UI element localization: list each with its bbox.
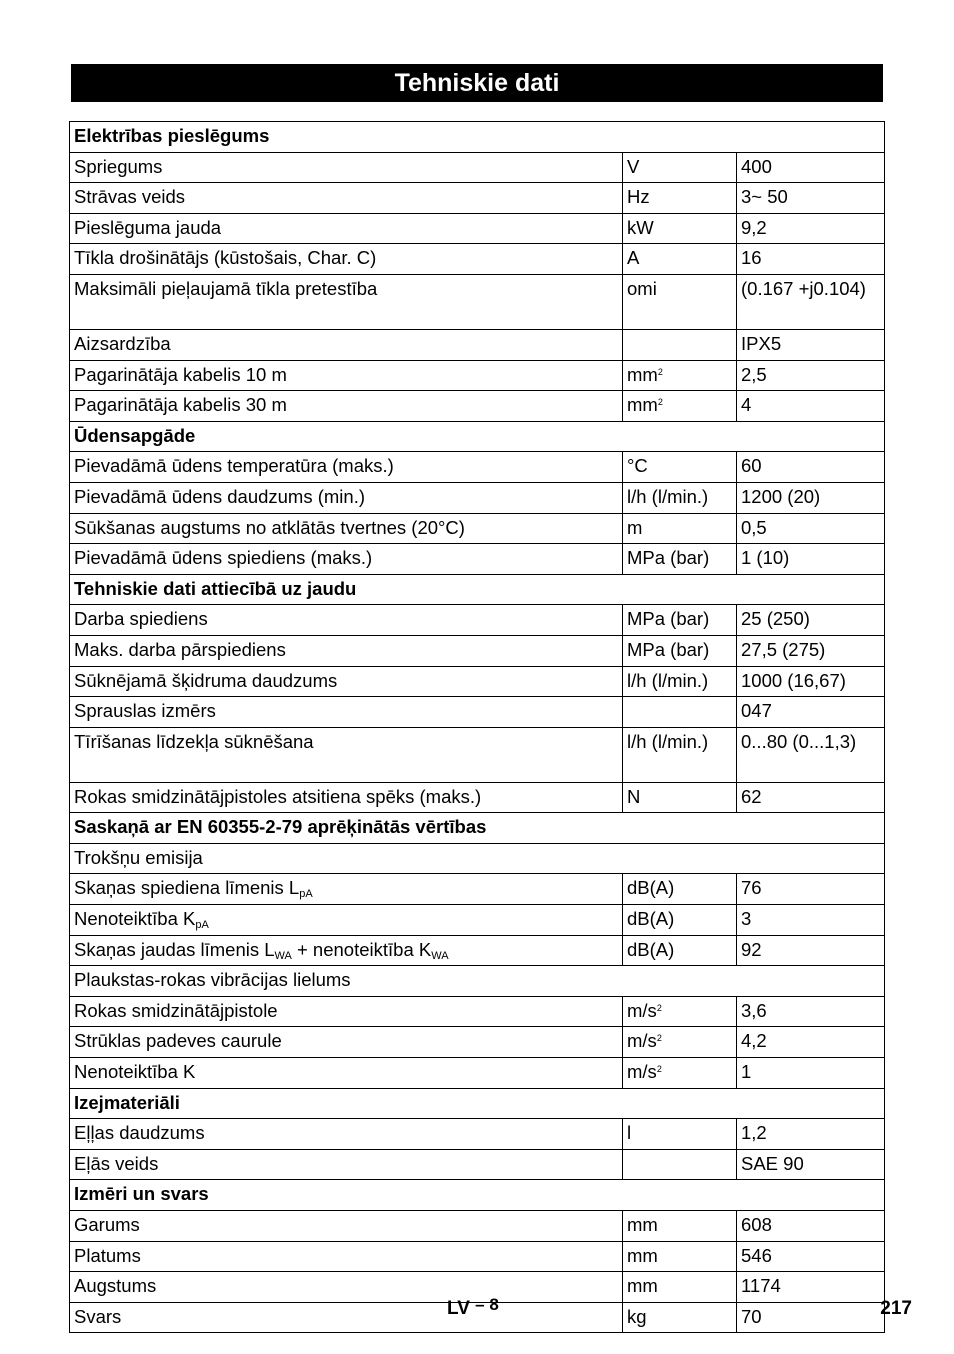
spec-label: Spriegums <box>70 152 623 183</box>
table-row <box>70 1058 885 1089</box>
spec-label: Aizsardzība <box>70 329 623 360</box>
spec-label: Pieslēguma jauda <box>70 213 623 244</box>
table-row <box>70 391 885 422</box>
spec-unit <box>623 874 737 905</box>
spec-label: Maks. darba pārspiediens <box>70 635 623 666</box>
spec-unit <box>623 213 737 244</box>
unit-text: mm <box>627 363 658 385</box>
spec-unit <box>623 152 737 183</box>
spec-value: 1,2 <box>737 1119 885 1150</box>
unit-text: dB(A) <box>627 938 675 960</box>
spec-unit <box>623 274 737 329</box>
table-row <box>70 513 885 544</box>
spec-value: 4,2 <box>737 1027 885 1058</box>
spec-unit <box>623 183 737 214</box>
spec-value: 76 <box>737 874 885 905</box>
spec-unit <box>623 1272 737 1303</box>
table-row <box>70 905 885 936</box>
spec-value: 3 <box>737 905 885 936</box>
footer-language-page <box>447 1295 499 1320</box>
spec-value: SAE 90 <box>737 1149 885 1180</box>
footer-language: LV <box>447 1298 470 1319</box>
spec-value: (0.167 +j0.104) <box>737 274 885 329</box>
label-text: Skaņas jaudas līmenis L <box>74 938 275 960</box>
unit-text: dB(A) <box>627 908 675 930</box>
spec-label: Svars <box>70 1302 623 1333</box>
unit-text: mm <box>627 1244 658 1266</box>
unit-superscript: 2 <box>657 366 663 377</box>
spec-label: Sūknējamā šķidruma daudzums <box>70 666 623 697</box>
spec-value: 1000 (16,67) <box>737 666 885 697</box>
spec-unit <box>623 544 737 575</box>
spec-unit <box>623 1119 737 1150</box>
spec-value: 1 (10) <box>737 544 885 575</box>
section-row <box>70 122 885 153</box>
unit-superscript: 2 <box>656 1064 662 1075</box>
label-text: + nenoteiktība K <box>291 938 432 960</box>
spec-value: 27,5 (275) <box>737 635 885 666</box>
section-heading: Izmēri un svars <box>70 1180 885 1211</box>
label-subscript: pA <box>195 919 209 932</box>
spec-unit <box>623 1211 737 1242</box>
spec-unit <box>623 482 737 513</box>
spec-label: Tīrīšanas līdzekļa sūknēšana <box>70 727 623 782</box>
spec-unit <box>623 360 737 391</box>
section-heading: Saskaņā ar EN 60355-2-79 aprēķinātās vērtības <box>70 813 885 844</box>
table-row <box>70 183 885 214</box>
table-row <box>70 635 885 666</box>
table-row <box>70 605 885 636</box>
spec-value: 4 <box>737 391 885 422</box>
spec-label: Nenoteiktība K <box>70 1058 623 1089</box>
table-row <box>70 935 885 966</box>
spec-value: 0,5 <box>737 513 885 544</box>
table-row <box>70 482 885 513</box>
page-title: Tehniskie dati <box>71 64 883 102</box>
table-row <box>70 1027 885 1058</box>
subheading: Trokšņu emisija <box>70 843 885 874</box>
unit-text: l/h (l/min.) <box>627 730 709 752</box>
unit-text: l/h (l/min.) <box>627 669 709 691</box>
table-row <box>70 244 885 275</box>
table-row <box>70 152 885 183</box>
unit-superscript: 2 <box>656 1002 662 1013</box>
table-row <box>70 544 885 575</box>
spec-label: Maksimāli pieļaujamā tīkla pretestība <box>70 274 623 329</box>
spec-label: Tīkla drošinātājs (kūstošais, Char. C) <box>70 244 623 275</box>
spec-unit <box>623 513 737 544</box>
spec-label <box>70 905 623 936</box>
spec-unit <box>623 666 737 697</box>
label-text: Skaņas spiediena līmenis L <box>74 877 300 899</box>
unit-text: l/h (l/min.) <box>627 485 709 507</box>
table-row <box>70 782 885 813</box>
spec-unit <box>623 635 737 666</box>
subheading-row <box>70 966 885 997</box>
section-row <box>70 574 885 605</box>
unit-text: N <box>627 785 641 807</box>
unit-text: mm <box>627 1275 658 1297</box>
unit-text: l <box>627 1122 632 1144</box>
label-subscript: pA <box>299 888 313 901</box>
spec-unit <box>623 244 737 275</box>
table-row <box>70 874 885 905</box>
specifications-table <box>69 121 885 1333</box>
spec-value: 60 <box>737 452 885 483</box>
table-row <box>70 1241 885 1272</box>
spec-label: Eļās veids <box>70 1149 623 1180</box>
table-row <box>70 452 885 483</box>
spec-unit <box>623 329 737 360</box>
spec-value: 546 <box>737 1241 885 1272</box>
spec-label <box>70 935 623 966</box>
section-heading: Elektrības pieslēgums <box>70 122 885 153</box>
unit-text: m/s <box>627 1030 657 1052</box>
spec-value: 0...80 (0...1,3) <box>737 727 885 782</box>
spec-value: 608 <box>737 1211 885 1242</box>
spec-unit <box>623 452 737 483</box>
spec-label: Pievadāmā ūdens daudzums (min.) <box>70 482 623 513</box>
section-row <box>70 1088 885 1119</box>
label-subscript: WA <box>274 949 292 962</box>
spec-value: 9,2 <box>737 213 885 244</box>
unit-text: MPa (bar) <box>627 608 710 630</box>
spec-value: 16 <box>737 244 885 275</box>
subheading: Plaukstas-rokas vibrācijas lielums <box>70 966 885 997</box>
table-row <box>70 360 885 391</box>
spec-label: Platums <box>70 1241 623 1272</box>
spec-label: Sprauslas izmērs <box>70 697 623 728</box>
spec-value: 1200 (20) <box>737 482 885 513</box>
spec-unit <box>623 935 737 966</box>
unit-text: m/s <box>627 999 657 1021</box>
spec-unit <box>623 697 737 728</box>
label-text: Nenoteiktība K <box>74 908 196 930</box>
subheading-row <box>70 843 885 874</box>
spec-label: Pievadāmā ūdens temperatūra (maks.) <box>70 452 623 483</box>
footer-page-number: 217 <box>880 1298 912 1319</box>
table-row <box>70 666 885 697</box>
table-row <box>70 329 885 360</box>
unit-text: mm <box>627 1214 658 1235</box>
spec-label: Strāvas veids <box>70 183 623 214</box>
spec-unit <box>623 1149 737 1180</box>
spec-label: Eļļas daudzums <box>70 1119 623 1150</box>
section-row <box>70 813 885 844</box>
unit-text: °C <box>627 455 648 477</box>
spec-value: IPX5 <box>737 329 885 360</box>
unit-text: m/s <box>627 1061 657 1083</box>
unit-text: MPa (bar) <box>627 547 710 569</box>
spec-label: Sūkšanas augstums no atklātās tvertnes (20°C) <box>70 513 623 544</box>
unit-text: kW <box>627 216 654 238</box>
spec-label: Augstums <box>70 1272 623 1303</box>
unit-text: m <box>627 516 643 538</box>
table-row <box>70 727 885 782</box>
spec-unit <box>623 727 737 782</box>
spec-unit <box>623 1241 737 1272</box>
unit-text: A <box>627 247 640 269</box>
spec-unit <box>623 1302 737 1333</box>
table-row <box>70 1149 885 1180</box>
unit-text: mm <box>627 394 658 416</box>
table-row <box>70 1211 885 1242</box>
unit-superscript: 2 <box>656 1033 662 1044</box>
spec-label: Pagarinātāja kabelis 30 m <box>70 391 623 422</box>
label-subscript: WA <box>431 949 449 962</box>
spec-unit <box>623 905 737 936</box>
footer-section-page: – 8 <box>475 1295 499 1314</box>
spec-value: 1 <box>737 1058 885 1089</box>
section-heading: Izejmateriāli <box>70 1088 885 1119</box>
section-heading: Ūdensapgāde <box>70 421 885 452</box>
spec-value: 62 <box>737 782 885 813</box>
section-heading: Tehniskie dati attiecībā uz jaudu <box>70 574 885 605</box>
spec-label <box>70 874 623 905</box>
spec-value: 1174 <box>737 1272 885 1303</box>
spec-value: 3,6 <box>737 996 885 1027</box>
unit-text: dB(A) <box>627 877 675 899</box>
table-row <box>70 697 885 728</box>
unit-text: V <box>627 155 640 177</box>
spec-label: Garums <box>70 1211 623 1242</box>
spec-unit <box>623 1027 737 1058</box>
spec-label: Strūklas padeves caurule <box>70 1027 623 1058</box>
spec-unit <box>623 996 737 1027</box>
unit-text: omi <box>627 277 657 299</box>
spec-value: 70 <box>737 1302 885 1333</box>
section-row <box>70 1180 885 1211</box>
table-row <box>70 274 885 329</box>
spec-value: 25 (250) <box>737 605 885 636</box>
spec-label: Rokas smidzinātājpistoles atsitiena spēks (maks.) <box>70 782 623 813</box>
spec-value: 2,5 <box>737 360 885 391</box>
spec-label: Rokas smidzinātājpistole <box>70 996 623 1027</box>
spec-value: 92 <box>737 935 885 966</box>
table-row <box>70 1119 885 1150</box>
spec-unit <box>623 391 737 422</box>
unit-text: Hz <box>627 186 650 208</box>
unit-text: MPa (bar) <box>627 638 710 660</box>
spec-label: Pagarinātāja kabelis 10 m <box>70 360 623 391</box>
table-row <box>70 213 885 244</box>
spec-value: 3~ 50 <box>737 183 885 214</box>
table-row <box>70 996 885 1027</box>
spec-label: Darba spiediens <box>70 605 623 636</box>
spec-unit <box>623 1058 737 1089</box>
section-row <box>70 421 885 452</box>
spec-value: 047 <box>737 697 885 728</box>
unit-text: kg <box>627 1305 647 1327</box>
spec-unit <box>623 605 737 636</box>
spec-value: 400 <box>737 152 885 183</box>
spec-label: Pievadāmā ūdens spiediens (maks.) <box>70 544 623 575</box>
unit-superscript: 2 <box>657 397 663 408</box>
spec-unit <box>623 782 737 813</box>
